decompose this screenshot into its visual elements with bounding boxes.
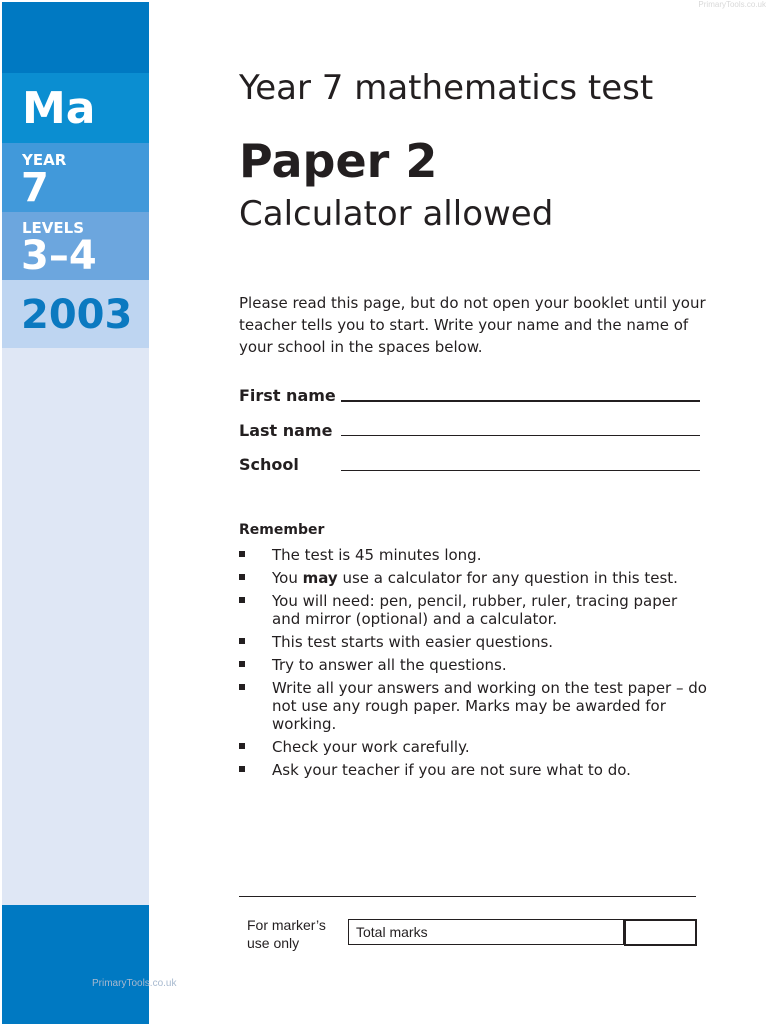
remember-item-text: Write all your answers and working on the test paper – do not use any rough paper. Marks may be awarded for working. (272, 679, 707, 733)
levels-label: LEVELS (22, 219, 85, 237)
marker-label-line: For marker’s (247, 917, 326, 933)
total-marks-field[interactable] (624, 919, 697, 946)
year-value: 7 (21, 165, 49, 211)
bullet-icon (239, 551, 245, 557)
test-year: 2003 (21, 292, 133, 338)
remember-item (239, 761, 709, 779)
remember-item (239, 738, 709, 756)
bullet-icon (239, 638, 245, 644)
remember-item (239, 569, 709, 587)
sidebar-top-block (2, 2, 149, 73)
last-name-field[interactable] (341, 435, 700, 436)
year-block (2, 143, 149, 212)
test-series-title: Year 7 mathematics test (239, 68, 654, 108)
last-name-label: Last name (239, 421, 333, 440)
total-marks-box (348, 919, 624, 945)
remember-list (239, 546, 709, 784)
bullet-icon (239, 574, 245, 580)
subject-code: Ma (22, 83, 96, 134)
remember-item-text: use a calculator for any question in this test. (337, 569, 678, 587)
remember-item (239, 546, 709, 564)
remember-item-text: Check your work carefully. (272, 738, 470, 756)
marker-label-line: use only (247, 935, 300, 951)
remember-item-text: This test starts with easier questions. (272, 633, 554, 651)
remember-item (239, 679, 709, 733)
paper-title: Paper 2 (239, 134, 438, 188)
total-marks-label: Total marks (356, 924, 428, 940)
test-year-block (2, 280, 149, 348)
remember-item (239, 656, 709, 674)
intro-paragraph: Please read this page, but do not open your booklet until your teacher tells you to start. Write your name and the name of your school in the spaces below. (239, 294, 706, 356)
watermark-bottom: PrimaryTools.co.uk (92, 978, 177, 989)
emphasis-text: may (302, 569, 338, 587)
marker-label (247, 916, 326, 952)
remember-item (239, 633, 709, 651)
bullet-icon (239, 597, 245, 603)
remember-item (239, 592, 709, 628)
remember-item-text: You (272, 569, 303, 587)
school-field[interactable] (341, 470, 700, 471)
remember-item-text: You will need: pen, pencil, rubber, ruler, tracing paper and mirror (optional) and a calculator. (272, 592, 678, 628)
year-label: YEAR (22, 151, 67, 169)
bullet-icon (239, 684, 245, 690)
remember-heading: Remember (239, 522, 325, 538)
sidebar-band (2, 2, 149, 1024)
paper-subtitle: Calculator allowed (239, 194, 554, 234)
remember-item-text: Try to answer all the questions. (272, 656, 507, 674)
subject-block (2, 73, 149, 143)
bullet-icon (239, 743, 245, 749)
school-label: School (239, 455, 299, 474)
remember-item-text: Ask your teacher if you are not sure what to do. (272, 761, 631, 779)
sidebar-bottom-block (2, 905, 149, 1024)
levels-value: 3–4 (21, 233, 97, 279)
bullet-icon (239, 661, 245, 667)
footer-divider (239, 896, 696, 897)
remember-item-text: The test is 45 minutes long. (272, 546, 482, 564)
first-name-label: First name (239, 386, 336, 405)
first-name-field[interactable] (341, 400, 700, 402)
levels-block (2, 212, 149, 280)
watermark-top: PrimaryTools.co.uk (698, 0, 766, 9)
bullet-icon (239, 766, 245, 772)
